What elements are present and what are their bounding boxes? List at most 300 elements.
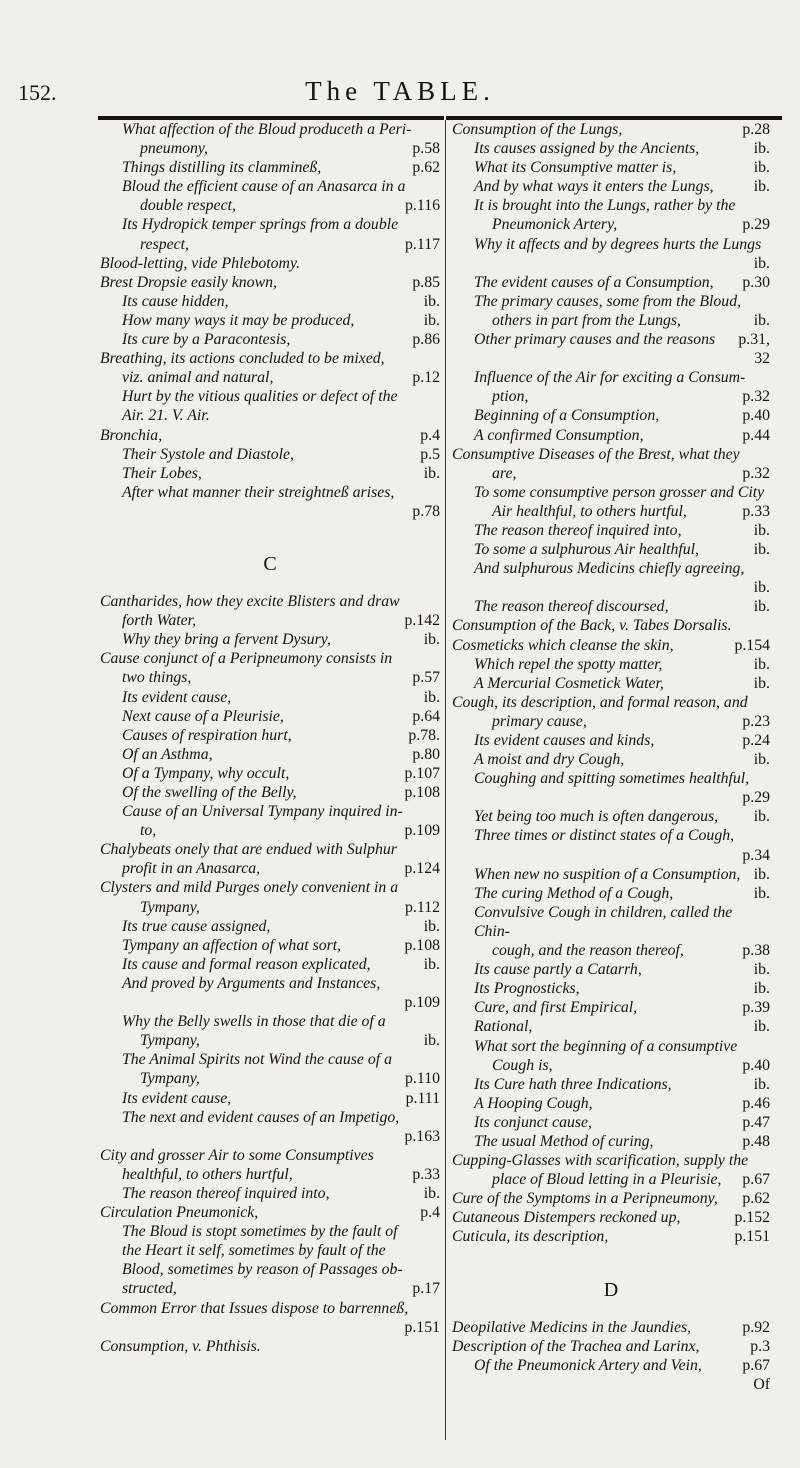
entry-text: ption,	[492, 388, 529, 406]
entry-text: Of an Asthma,	[122, 745, 213, 763]
index-entry	[100, 1146, 440, 1165]
index-entry	[100, 235, 440, 254]
entry-text: Consumption of the Back, v. Tabes Dorsalis.	[452, 617, 732, 635]
index-entry	[452, 674, 770, 693]
entry-text: Its evident cause,	[122, 1089, 232, 1107]
entry-text: respect,	[140, 235, 189, 253]
index-entry	[100, 649, 440, 668]
index-entry	[452, 788, 770, 807]
index-entry	[452, 807, 770, 826]
index-entry	[452, 311, 770, 330]
index-entry	[100, 764, 440, 783]
entry-text: profit in an Anasarca,	[122, 860, 261, 878]
index-entry	[100, 840, 440, 859]
entry-text: Why the Belly swells in those that die of a	[122, 1013, 386, 1031]
page-reference: ib.	[753, 674, 770, 692]
entry-text: Of a Tympany, why occult,	[122, 764, 290, 782]
index-entry	[100, 120, 440, 139]
entry-text: Description of the Trachea and Larinx,	[452, 1337, 700, 1355]
index-entry	[100, 1089, 440, 1108]
index-entry	[100, 196, 440, 215]
entry-text: viz. animal and natural,	[122, 369, 274, 387]
index-entry	[452, 998, 770, 1017]
page-reference: p.154	[734, 636, 770, 654]
page-reference: ib.	[423, 917, 440, 935]
entry-text: Its Cure hath three Indications,	[474, 1075, 672, 1093]
index-entry	[100, 177, 440, 196]
entry-text: Yet being too much is often dangerous,	[474, 808, 719, 826]
page-reference: p.58	[412, 140, 440, 158]
entry-text: structed,	[122, 1280, 177, 1298]
index-entry	[452, 330, 770, 349]
page-reference: p.30	[742, 273, 770, 291]
index-entry	[100, 668, 440, 687]
page-title: The TABLE.	[305, 76, 495, 106]
index-entry	[452, 559, 770, 578]
index-entry	[452, 406, 770, 425]
entry-text: Pneumonick Artery,	[492, 216, 618, 234]
index-entry	[100, 707, 440, 726]
entry-text: The usual Method of curing,	[474, 1132, 654, 1150]
page-reference: p.24	[742, 732, 770, 749]
index-entry	[452, 254, 770, 273]
index-entry	[100, 1279, 440, 1298]
index-entry	[100, 1031, 440, 1050]
page-reference: p.5	[420, 445, 440, 463]
index-entry	[452, 158, 770, 177]
entry-text: Their Systole and Diastole,	[122, 445, 294, 463]
index-entry	[100, 1337, 440, 1356]
entry-text: Brest Dropsie easily known,	[100, 273, 277, 291]
index-entry	[452, 826, 770, 845]
index-entry	[452, 120, 770, 139]
entry-text: Tympany,	[140, 1032, 200, 1050]
page-reference: p.116	[405, 197, 440, 215]
entry-text: Air healthful, to others hurtful,	[492, 502, 687, 520]
index-entry	[100, 445, 440, 464]
index-entry	[100, 898, 440, 917]
entry-text: The reason thereof inquired into,	[122, 1184, 330, 1202]
index-entry	[452, 979, 770, 998]
index-entry	[100, 1241, 440, 1260]
index-entry	[100, 688, 440, 707]
index-entry	[100, 426, 440, 445]
entry-text: Cantharides, how they excite Blisters and draw	[100, 593, 400, 611]
index-entry	[452, 941, 770, 960]
page-reference: p.117	[405, 235, 440, 253]
index-entry	[452, 1337, 770, 1356]
page-reference: p.29	[742, 789, 770, 807]
index-entry	[452, 368, 770, 387]
index-entry	[452, 177, 770, 196]
entry-text: Coughing and spitting sometimes healthful,	[474, 770, 750, 788]
entry-text: Air. 21. V. Air.	[122, 407, 210, 425]
entry-text: Its cure by a Paracontesis,	[122, 331, 291, 349]
index-entry	[452, 731, 770, 750]
entry-text: pneumony,	[140, 140, 209, 158]
page-reference: ib.	[753, 655, 770, 673]
index-entry	[452, 483, 770, 502]
entry-text: Other primary causes and the reasons	[474, 331, 716, 349]
page-reference: p.163	[404, 1127, 440, 1145]
entry-text: City and grosser Air to some Consumptives	[100, 1146, 374, 1164]
page-reference: p.78	[412, 502, 440, 520]
entry-text: What sort the beginning of a consumptive	[474, 1037, 738, 1055]
index-entry	[100, 936, 440, 955]
index-entry	[452, 597, 770, 616]
page-reference: p.3	[750, 1337, 770, 1355]
page-reference: ib.	[753, 865, 770, 883]
entry-text: Its cause and formal reason explicated,	[122, 955, 371, 973]
entry-text: Hurt by the vitious qualities or defect of the	[122, 388, 398, 406]
page-reference: ib.	[423, 1032, 440, 1050]
entry-text: Which repel the spotty matter,	[474, 655, 663, 673]
index-entry	[452, 769, 770, 788]
page-reference: ib.	[753, 140, 770, 158]
page-reference: p.47	[742, 1113, 770, 1131]
entry-text: Next cause of a Pleurisie,	[122, 707, 284, 725]
entry-text: Its cause partly a Catarrh,	[474, 961, 642, 979]
page-reference: p.33	[742, 502, 770, 520]
entry-text: To some consumptive person grosser and City	[474, 483, 765, 501]
entry-text: Blood, sometimes by reason of Passages ob-	[122, 1261, 403, 1279]
entry-text: Rational,	[474, 1018, 533, 1036]
index-entry	[100, 745, 440, 764]
entry-text: Consumption of the Lungs,	[452, 121, 623, 138]
entry-text: Blood-letting, vide Phlebotomy.	[100, 254, 301, 272]
index-entry	[100, 726, 440, 745]
index-entry	[100, 139, 440, 158]
index-entry	[452, 215, 770, 234]
index-entry	[452, 1170, 770, 1189]
index-entry	[100, 502, 440, 521]
page-reference: ib.	[423, 631, 440, 649]
page-reference: p.142	[404, 612, 440, 630]
index-entry	[100, 1203, 440, 1222]
index-entry	[452, 1075, 770, 1094]
entry-text: The evident causes of a Consumption,	[474, 273, 714, 291]
page-reference: p.107	[404, 764, 440, 782]
page-reference: p.124	[404, 860, 440, 878]
page-reference: ib.	[753, 159, 770, 177]
entry-text: The Bloud is stopt sometimes by the fault of	[122, 1223, 398, 1241]
page-reference: p.33	[412, 1165, 440, 1183]
index-entry	[452, 1017, 770, 1036]
page-reference: p.78.	[408, 726, 440, 744]
page-reference: p.80	[412, 745, 440, 763]
index-entry	[452, 655, 770, 674]
entry-text: Its Prognosticks,	[474, 980, 580, 998]
page-reference: p.110	[405, 1070, 440, 1088]
page-reference: p.40	[742, 1056, 770, 1074]
index-entry	[452, 1227, 770, 1246]
page-reference: ib.	[753, 178, 770, 196]
entry-text: Consumption, v. Phthisis.	[100, 1337, 261, 1355]
entry-text: primary cause,	[492, 712, 587, 730]
page-reference: p.67	[742, 1356, 770, 1374]
entry-text: Circulation Pneumonick,	[100, 1204, 259, 1222]
page-reference: p.64	[412, 707, 440, 725]
entry-text: cough, and the reason thereof,	[492, 942, 684, 960]
page-reference: ib.	[753, 961, 770, 979]
index-entry	[100, 330, 440, 349]
index-entry	[100, 368, 440, 387]
entry-text: Cause conjunct of a Peripneumony consists in	[100, 650, 393, 668]
index-entry	[100, 1222, 440, 1241]
index-entry	[100, 1108, 440, 1127]
entry-text: Their Lobes,	[122, 464, 202, 482]
index-entry	[100, 1050, 440, 1069]
column-divider	[445, 120, 446, 1440]
index-entry	[452, 616, 770, 635]
entry-text: Cuticula, its description,	[452, 1228, 609, 1246]
index-entry	[452, 750, 770, 769]
entry-text: Cupping-Glasses with scarification, supply the	[452, 1152, 749, 1170]
index-entry	[100, 273, 440, 292]
page-reference: ib.	[753, 808, 770, 826]
index-entry	[452, 235, 770, 254]
entry-text: Cough, its description, and formal reason, and	[452, 693, 748, 711]
entry-text: two things,	[122, 669, 192, 687]
index-entry	[100, 917, 440, 936]
index-entry	[100, 387, 440, 406]
page-reference: p.28	[742, 121, 770, 138]
entry-text: Its true cause assigned,	[122, 917, 271, 935]
entry-text: The reason thereof inquired into,	[474, 521, 682, 539]
page-reference: p.62	[742, 1190, 770, 1208]
index-entry	[452, 578, 770, 597]
index-entry	[452, 1056, 770, 1075]
entry-text: Breathing, its actions concluded to be mixed,	[100, 350, 385, 368]
entry-text: forth Water,	[122, 612, 197, 630]
index-entry	[100, 611, 440, 630]
index-entry	[100, 1012, 440, 1031]
page-reference: ib.	[753, 311, 770, 329]
entry-text: Tympany,	[140, 898, 200, 916]
page-number: 152.	[18, 80, 57, 105]
entry-text: Its Hydropick temper springs from a double	[122, 216, 399, 234]
entry-text: When new no suspition of a Consumption,	[474, 865, 741, 883]
page-reference: ib.	[753, 884, 770, 902]
entry-text: Its evident causes and kinds,	[474, 732, 655, 749]
index-entry	[452, 273, 770, 292]
index-entry	[452, 960, 770, 979]
entry-text: Cough is,	[492, 1056, 553, 1074]
page-reference: p.4	[420, 1204, 440, 1222]
entry-text: Cosmeticks which cleanse the skin,	[452, 636, 674, 654]
index-entry	[452, 1132, 770, 1151]
page-reference: p.151	[404, 1318, 440, 1336]
index-entry	[100, 1069, 440, 1088]
index-entry	[452, 865, 770, 884]
page-reference: Of	[753, 1375, 770, 1393]
page-reference: p.31,	[738, 331, 770, 349]
index-entry	[100, 878, 440, 897]
index-entry	[100, 483, 440, 502]
index-entry	[452, 1151, 770, 1170]
page-reference: ib.	[753, 751, 770, 769]
index-entry	[452, 636, 770, 655]
page-reference: p.23	[742, 712, 770, 730]
index-entry	[100, 1299, 440, 1318]
entry-text: place of Bloud letting in a Pleurisie,	[492, 1171, 722, 1189]
section-letter: D	[603, 1278, 619, 1301]
page-reference: p.4	[420, 426, 440, 444]
page-reference: p.29	[742, 216, 770, 234]
entry-text: Why they bring a fervent Dysury,	[122, 631, 331, 649]
page-reference: ib.	[753, 541, 770, 559]
index-entry	[452, 540, 770, 559]
page-reference: p.32	[742, 464, 770, 482]
entry-text: The reason thereof discoursed,	[474, 598, 669, 616]
page-reference: p.86	[412, 331, 440, 349]
entry-text: It is brought into the Lungs, rather by the	[474, 197, 736, 215]
entry-text: Chalybeats onely that are endued with Sulphur	[100, 841, 397, 859]
page-reference: p.108	[404, 936, 440, 954]
page-reference: ib.	[423, 292, 440, 310]
page-reference: ib.	[423, 1184, 440, 1202]
entry-text: Cure of the Symptoms in a Peripneumony,	[452, 1190, 718, 1208]
entry-text: Bloud the efficient cause of an Anasarca in a	[122, 178, 406, 196]
page-reference: p.34	[742, 846, 770, 864]
page-reference: p.39	[742, 999, 770, 1017]
page-reference: ib.	[753, 579, 770, 597]
entry-text: Common Error that Issues dispose to barrenneß,	[100, 1299, 409, 1317]
page-reference: ib.	[753, 1018, 770, 1036]
page-reference: p.152	[734, 1209, 770, 1227]
entry-text: Three times or distinct states of a Cough,	[474, 827, 735, 845]
index-entry	[452, 426, 770, 445]
index-entry	[452, 1094, 770, 1113]
index-entry	[100, 1184, 440, 1203]
entry-text: are,	[492, 464, 517, 482]
section-letter: C	[263, 552, 277, 575]
index-entry	[100, 292, 440, 311]
index-entry	[100, 859, 440, 878]
index-entry	[452, 502, 770, 521]
page-reference: p.44	[742, 426, 770, 444]
index-entry	[100, 1260, 440, 1279]
index-entry	[100, 802, 440, 821]
entry-text: Its conjunct cause,	[474, 1113, 593, 1131]
entry-text: Cure, and first Empirical,	[474, 999, 638, 1017]
page-reference: p.17	[412, 1280, 440, 1298]
page-reference: p.109	[404, 994, 440, 1012]
index-entry	[452, 1375, 770, 1394]
entry-text: To some a sulphurous Air healthful,	[474, 541, 699, 559]
page-reference: p.151	[734, 1228, 770, 1246]
entry-text: healthful, to others hurtful,	[122, 1165, 293, 1183]
entry-text: What affection of the Bloud produceth a Peri-	[122, 121, 412, 138]
page-reference: p.38	[742, 942, 770, 960]
index-entry	[100, 311, 440, 330]
page-reference: ib.	[753, 980, 770, 998]
index-entry	[452, 464, 770, 483]
page-reference: ib.	[753, 1075, 770, 1093]
entry-text: How many ways it may be produced,	[122, 311, 355, 329]
entry-text: to,	[140, 822, 157, 840]
index-entry	[100, 1318, 440, 1337]
index-entry	[100, 349, 440, 368]
page-reference: p.32	[742, 388, 770, 406]
index-entry	[452, 693, 770, 712]
page-reference: p.85	[412, 273, 440, 291]
page-reference: ib.	[423, 955, 440, 973]
entry-text: And by what ways it enters the Lungs,	[474, 178, 714, 196]
index-entry	[452, 387, 770, 406]
index-entry	[100, 993, 440, 1012]
index-entry	[452, 1037, 770, 1056]
page-reference: p.40	[742, 407, 770, 425]
index-entry	[100, 254, 440, 273]
page-reference: p.112	[405, 898, 440, 916]
page-reference: ib.	[423, 688, 440, 706]
index-entry	[452, 1356, 770, 1375]
entry-text: Influence of the Air for exciting a Consum-	[474, 369, 746, 387]
index-entry	[452, 521, 770, 540]
entry-text: Cause of an Universal Tympany inquired in-	[122, 803, 403, 821]
entry-text: Bronchia,	[100, 426, 163, 444]
entry-text: Clysters and mild Purges onely convenient in a	[100, 879, 399, 897]
index-entry	[100, 1165, 440, 1184]
right-column	[452, 120, 770, 1394]
entry-text: double respect,	[140, 197, 236, 215]
entry-text: Of the swelling of the Belly,	[122, 784, 297, 801]
entry-text: Beginning of a Consumption,	[474, 407, 660, 425]
index-entry	[452, 445, 770, 464]
entry-text: Consumptive Diseases of the Brest, what they	[452, 445, 740, 463]
entry-text: A confirmed Consumption,	[474, 426, 644, 444]
entry-text: After what manner their streightneß arises,	[122, 483, 395, 501]
page-reference: 32	[754, 350, 770, 368]
page-reference: p.57	[412, 669, 440, 687]
index-entry	[100, 821, 440, 840]
entry-text: The primary causes, some from the Bloud,	[474, 292, 742, 310]
index-entry	[452, 1189, 770, 1208]
entry-text: Deopilative Medicins in the Jaundies,	[452, 1318, 692, 1336]
index-entry	[452, 349, 770, 368]
page-reference: p.111	[405, 1089, 440, 1107]
index-entry	[452, 292, 770, 311]
page-reference: ib.	[753, 254, 770, 272]
index-entry	[100, 158, 440, 177]
index-entry	[100, 974, 440, 993]
entry-text: the Heart it self, sometimes by fault of the	[122, 1242, 386, 1260]
index-entry	[100, 1127, 440, 1146]
entry-text: A Hooping Cough,	[474, 1094, 593, 1112]
entry-text: Of the Pneumonick Artery and Vein,	[474, 1356, 702, 1374]
page-reference: p.48	[742, 1132, 770, 1150]
index-entry	[452, 1318, 770, 1337]
entry-text: The next and evident causes of an Impetigo,	[122, 1108, 400, 1126]
index-entry	[100, 406, 440, 425]
entry-text: Its evident cause,	[122, 688, 232, 706]
entry-text: Convulsive Cough in children, called the Chin-	[474, 903, 733, 940]
index-entry	[452, 1208, 770, 1227]
entry-text: What its Consumptive matter is,	[474, 159, 677, 177]
entry-text: A Mercurial Cosmetick Water,	[474, 674, 664, 692]
page-reference: ib.	[423, 464, 440, 482]
entry-text: Tympany an affection of what sort,	[122, 936, 342, 954]
index-entry	[452, 903, 770, 941]
index-entry	[452, 196, 770, 215]
index-entry	[100, 464, 440, 483]
entry-text: Its cause hidden,	[122, 292, 229, 310]
index-entry	[452, 1113, 770, 1132]
left-column	[100, 120, 440, 1356]
entry-text: Things distilling its clammineß,	[122, 159, 322, 177]
entry-text: Why it affects and by degrees hurts the Lungs	[474, 235, 762, 253]
